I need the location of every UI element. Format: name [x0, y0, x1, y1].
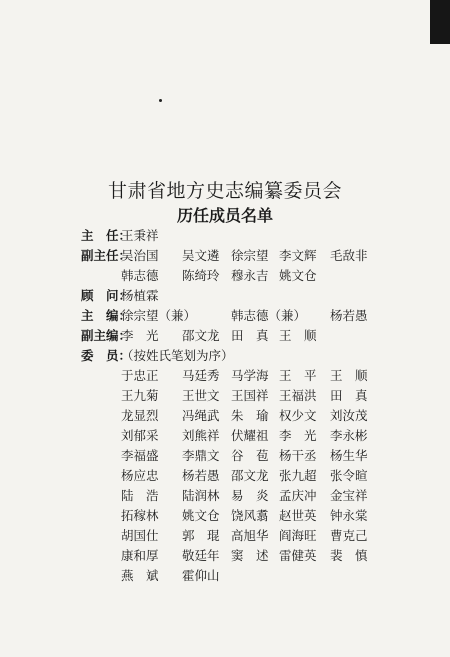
member-name: 阎海旺	[279, 528, 317, 543]
roster-role-row	[81, 246, 381, 266]
member-name: 胡国仕	[121, 528, 159, 543]
member-name: 田 真	[231, 328, 269, 343]
member-name: 杨若愚	[182, 468, 220, 483]
role-label: 主 任：	[81, 228, 132, 243]
member-name: 龙显烈	[121, 408, 159, 423]
role-label: 副主任：	[81, 248, 132, 263]
member-name: 赵世英	[279, 508, 317, 523]
role-label: 委 员：	[81, 348, 132, 363]
sort-note: （按姓氏笔划为序）	[121, 348, 234, 363]
member-name: 高旭华	[231, 528, 269, 543]
member-name: 曹克己	[330, 528, 368, 543]
member-name: 敬廷年	[182, 548, 220, 563]
member-name: 于忠正	[121, 368, 159, 383]
roster-role-row	[81, 286, 381, 306]
member-name: 李文辉	[279, 248, 317, 263]
member-name: 李鼎文	[182, 448, 220, 463]
roster-row	[81, 466, 381, 486]
member-name: 李 光	[279, 428, 317, 443]
document-subtitle: 历任成员名单	[176, 206, 273, 225]
member-name: 冯绳武	[182, 408, 220, 423]
member-name: 燕 斌	[121, 568, 159, 583]
member-name: 霍仰山	[182, 568, 220, 583]
member-name: 王 顺	[330, 368, 368, 383]
member-name: 陈绮玲	[182, 268, 220, 283]
member-name: 杨植霖	[121, 288, 159, 303]
member-name: 姚文仓	[279, 268, 317, 283]
document-title: 甘肃省地方史志编纂委员会	[107, 180, 342, 202]
member-name: 吴治国	[121, 248, 159, 263]
roster-row	[81, 546, 381, 566]
member-name: 郭 琨	[182, 528, 220, 543]
member-name: 王国祥	[231, 388, 269, 403]
member-name: 李永彬	[330, 428, 368, 443]
member-name: 吴文遴	[182, 248, 220, 263]
member-name: 王世文	[182, 388, 220, 403]
member-name: 裴 慎	[330, 548, 368, 563]
member-name: 穆永吉	[231, 268, 269, 283]
member-name: 窦 述	[231, 548, 269, 563]
roster-role-row	[81, 346, 381, 366]
member-name: 杨生华	[330, 448, 368, 463]
roster-row	[81, 566, 381, 586]
member-name: 张九超	[279, 468, 317, 483]
member-name: 马学海	[231, 368, 269, 383]
roster-row	[81, 506, 381, 526]
member-name: 朱 瑜	[231, 408, 269, 423]
member-name: 王九菊	[121, 388, 159, 403]
member-name: 姚文仓	[182, 508, 220, 523]
member-name: 杨若愚	[330, 308, 368, 323]
member-name: 张令暄	[330, 468, 368, 483]
member-name: 毛敌非	[330, 248, 368, 263]
roster-role-row	[81, 226, 381, 246]
member-name: 谷 苞	[231, 448, 269, 463]
member-name: 刘郁采	[121, 428, 159, 443]
role-label: 主 编：	[81, 308, 132, 323]
member-name: 马廷秀	[182, 368, 220, 383]
roster-row	[81, 406, 381, 426]
member-name: 权少文	[279, 408, 317, 423]
roster-role-row	[81, 306, 381, 326]
member-name: 杨应忠	[121, 468, 159, 483]
scan-dark-corner	[430, 0, 450, 44]
roster-row	[81, 426, 381, 446]
member-name: 徐宗望	[231, 248, 269, 263]
member-name: 陆 浩	[121, 488, 159, 503]
member-name: 陆润林	[182, 488, 220, 503]
member-name: 王福洪	[279, 388, 317, 403]
member-name: 王 顺	[279, 328, 317, 343]
roster-row	[81, 486, 381, 506]
member-name: 田 真	[330, 388, 368, 403]
role-label: 顾 问：	[81, 288, 132, 303]
member-name: 刘熊祥	[182, 428, 220, 443]
member-name: 雷健英	[279, 548, 317, 563]
member-name: 饶风翥	[231, 508, 269, 523]
member-name: 杨干丞	[279, 448, 317, 463]
member-name: 王秉祥	[121, 228, 159, 243]
roster-row	[81, 526, 381, 546]
member-name: 韩志德（兼）	[231, 308, 307, 323]
member-name: 钟永棠	[330, 508, 368, 523]
roster-role-row	[81, 326, 381, 346]
member-name: 李福盛	[121, 448, 159, 463]
member-name: 孟庆冲	[279, 488, 317, 503]
member-name: 徐宗望（兼）	[121, 308, 197, 323]
roster-row	[81, 386, 381, 406]
roster-row	[81, 266, 381, 286]
member-name: 拓稼林	[121, 508, 159, 523]
member-name: 邵文龙	[231, 468, 269, 483]
roster-row	[81, 446, 381, 466]
roster-row	[81, 366, 381, 386]
member-name: 康和厚	[121, 548, 159, 563]
member-name: 李 光	[121, 328, 159, 343]
member-name: 金宝祥	[330, 488, 368, 503]
member-name: 韩志德	[121, 268, 159, 283]
member-roster	[81, 226, 381, 586]
role-label: 副主编：	[81, 328, 132, 343]
member-name: 伏耀祖	[231, 428, 269, 443]
member-name: 邵文龙	[182, 328, 220, 343]
member-name: 易 炎	[231, 488, 269, 503]
member-name: 王 平	[279, 368, 317, 383]
scan-speck	[159, 99, 162, 102]
member-name: 刘汝茂	[330, 408, 368, 423]
